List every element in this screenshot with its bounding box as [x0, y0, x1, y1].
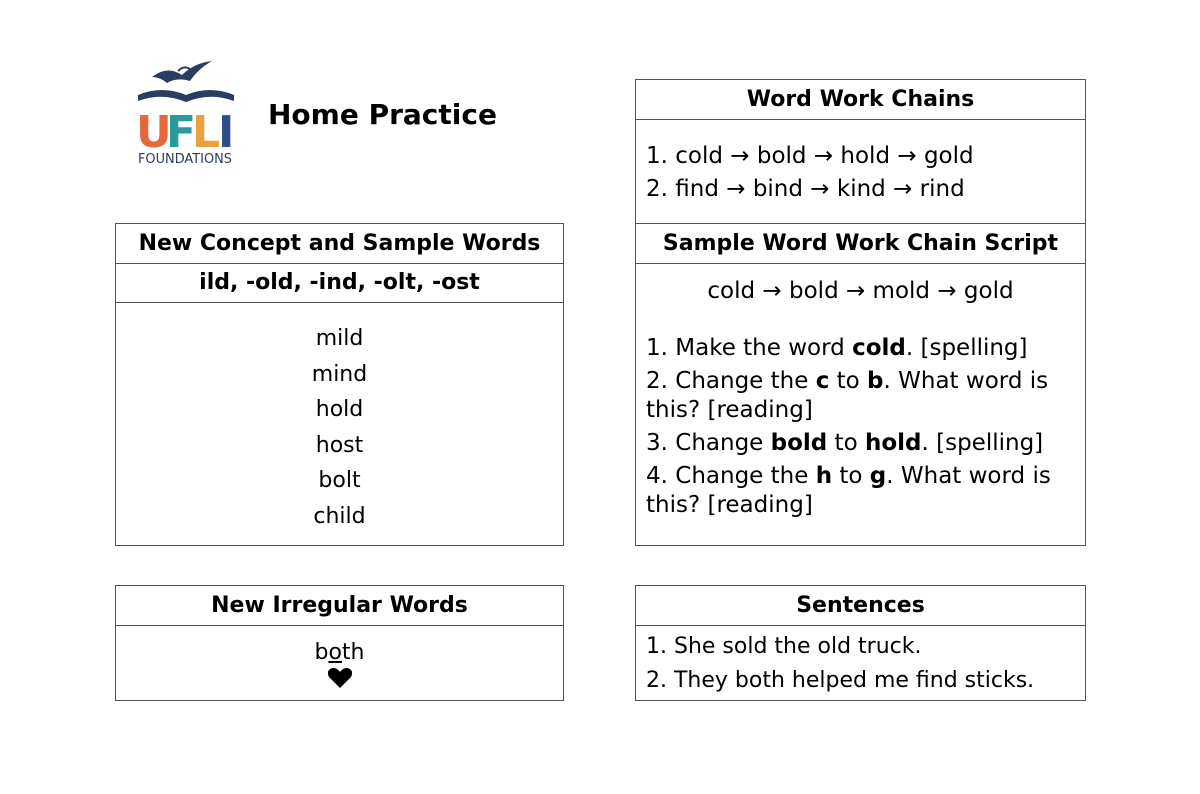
sample-word: host: [315, 432, 364, 458]
chain-item: 2. find → bind → kind → rind: [646, 176, 965, 202]
sentences-box: [635, 585, 1086, 701]
step-text: to: [829, 368, 868, 394]
step-text: 3. Change: [646, 430, 771, 456]
sample-word: mind: [311, 361, 368, 387]
new-concept-heading: New Concept and Sample Words: [116, 224, 563, 264]
word-part: th: [341, 640, 365, 665]
svg-text:FOUNDATIONS: FOUNDATIONS: [138, 152, 232, 167]
bold-word: h: [815, 463, 833, 489]
step-text: . What word is this? [reading]: [646, 463, 1051, 518]
chain-item: 1. cold → bold → hold → gold: [646, 143, 974, 169]
bold-word: g: [869, 463, 887, 489]
word-work-chains-box: [635, 79, 1086, 224]
irregular-words-box: [115, 585, 564, 701]
chains-heading: Word Work Chains: [636, 80, 1085, 120]
heart-icon: [116, 667, 563, 693]
sample-word: hold: [315, 397, 364, 422]
word-part: b: [314, 640, 329, 665]
sample-word: bolt: [318, 468, 361, 493]
irregular-heading: New Irregular Words: [116, 586, 563, 626]
bold-word: hold: [864, 430, 922, 456]
concept-pattern: ild, -old, -ind, -olt, -ost: [116, 264, 563, 303]
sentences-list: [636, 626, 1085, 698]
step-text: . What word is this? [reading]: [646, 368, 1049, 423]
sentence-item: 2. They both helped me find sticks.: [646, 668, 1035, 693]
heart-part: o: [328, 640, 342, 665]
svg-text:I: I: [218, 107, 235, 158]
script-step: [646, 334, 1085, 363]
sentence-item: 1. She sold the old truck.: [646, 634, 922, 659]
ufli-logo: [132, 55, 242, 170]
sample-word: child: [313, 503, 366, 529]
page-title: Home Practice: [268, 98, 497, 131]
script-step: [646, 462, 1085, 520]
bold-word: b: [867, 368, 884, 394]
script-step: [646, 367, 1085, 425]
step-text: 4. Change the: [646, 463, 816, 489]
chain-script-box: [635, 223, 1086, 546]
bold-word: cold: [852, 335, 906, 361]
svg-text:U: U: [136, 107, 172, 158]
step-text: to: [832, 463, 870, 489]
svg-text:L: L: [192, 107, 221, 158]
sample-word: mild: [315, 326, 364, 351]
script-step: [646, 429, 1085, 458]
step-text: . [spelling]: [921, 430, 1044, 456]
script-chain: cold → bold → mold → gold: [707, 278, 1014, 304]
sample-word-list: [116, 303, 563, 534]
bold-word: bold: [770, 430, 828, 456]
step-text: . [spelling]: [905, 335, 1028, 361]
sentences-heading: Sentences: [636, 586, 1085, 626]
step-text: 2. Change the: [646, 368, 816, 394]
script-heading: Sample Word Work Chain Script: [636, 224, 1085, 264]
chains-list: [636, 120, 1085, 206]
new-concept-box: [115, 223, 564, 546]
bold-word: c: [815, 368, 830, 394]
svg-text:F: F: [166, 107, 197, 158]
step-text: to: [827, 430, 865, 456]
step-text: 1. Make the word: [646, 335, 853, 361]
irregular-word: [116, 626, 563, 665]
script-steps: [636, 328, 1085, 520]
